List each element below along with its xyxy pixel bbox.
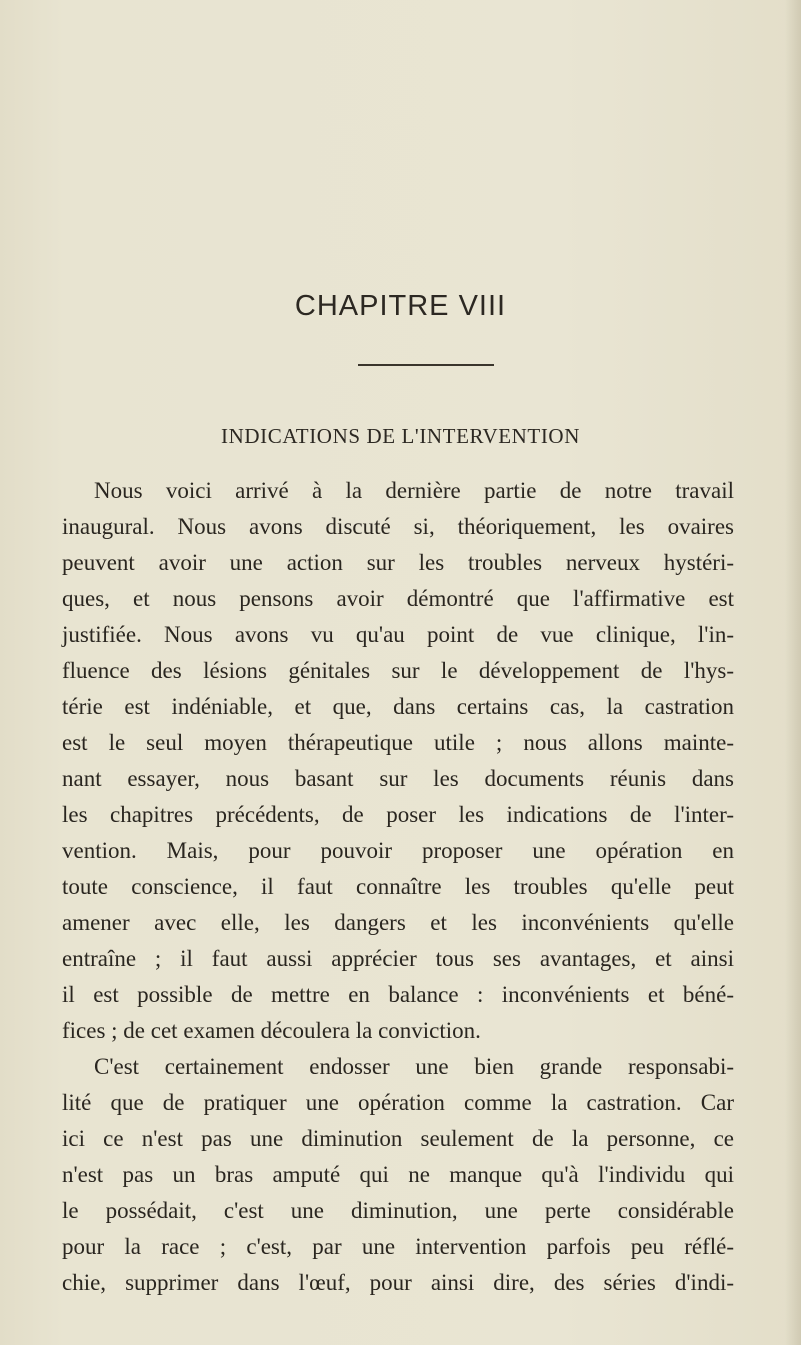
body-text — [62, 473, 734, 1301]
text-line: nant essayer, nous basant sur les documents réunis dans — [62, 766, 734, 791]
text-line: vention. Mais, pour pouvoir proposer une opération en — [62, 838, 734, 863]
text-line: entraîne ; il faut aussi apprécier tous ses avantages, et ainsi — [62, 946, 734, 971]
text-line: les chapitres précédents, de poser les indications de l'inter- — [62, 802, 734, 827]
text-line: n'est pas un bras amputé qui ne manque qu'à l'individu qui — [62, 1162, 734, 1187]
chapter-title: CHAPITRE VIII — [294, 290, 507, 322]
text-line: térie est indéniable, et que, dans certains cas, la castration — [62, 694, 734, 719]
text-line: ques, et nous pensons avoir démontré que l'affirmative est — [62, 586, 734, 611]
text-line: inaugural. Nous avons discuté si, théoriquement, les ovaires — [62, 514, 734, 539]
text-line: C'est certainement endosser une bien grande responsabi- — [94, 1054, 734, 1079]
text-line: amener avec elle, les dangers et les inconvénients qu'elle — [62, 910, 734, 935]
text-line: pour la race ; c'est, par une intervention parfois peu réflé- — [62, 1234, 734, 1259]
page-edge-shadow — [785, 0, 801, 1345]
text-line: ici ce n'est pas une diminution seulement de la personne, ce — [62, 1126, 734, 1151]
text-line: fices ; de cet examen découlera la conviction. — [62, 1018, 481, 1043]
text-line: Nous voici arrivé à la dernière partie de notre travail — [94, 478, 734, 503]
text-line: fluence des lésions génitales sur le développement de l'hys- — [62, 658, 734, 683]
text-line: toute conscience, il faut connaître les troubles qu'elle peut — [62, 874, 734, 899]
text-line: justifiée. Nous avons vu qu'au point de vue clinique, l'in- — [62, 622, 734, 647]
text-line: est le seul moyen thérapeutique utile ; nous allons mainte- — [62, 730, 734, 755]
text-line: le possédait, c'est une diminution, une perte considérable — [62, 1198, 734, 1223]
text-line: il est possible de mettre en balance : inconvénients et béné- — [62, 982, 734, 1007]
text-line: lité que de pratiquer une opération comme la castration. Car — [62, 1090, 734, 1115]
section-title: INDICATIONS DE L'INTERVENTION — [221, 424, 580, 448]
text-line: peuvent avoir une action sur les troubles nerveux hystéri- — [62, 550, 734, 575]
text-line: chie, supprimer dans l'œuf, pour ainsi dire, des séries d'indi- — [62, 1270, 734, 1295]
title-rule — [358, 364, 494, 366]
